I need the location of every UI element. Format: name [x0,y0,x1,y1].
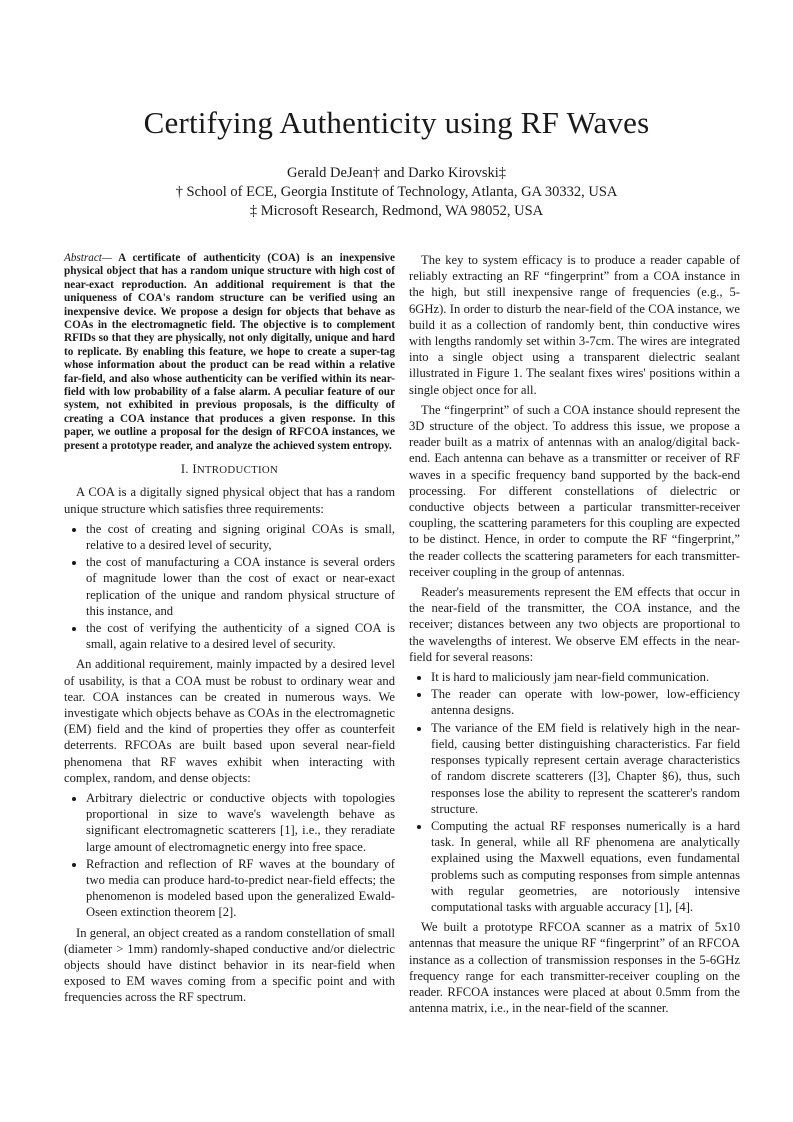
abstract-lead: Abstract— [64,252,112,264]
intro-paragraph-1: A COA is a digitally signed physical object that has a random unique structure which satisfies three requirements: [64,485,395,516]
list-item: • the cost of creating and signing original COAs is small, relative to a desired level of security, [86,521,395,553]
list-item: • the cost of verifying the authenticity of a signed COA is small, again relative to a desired level of security. [86,620,395,652]
section-cap: I [192,462,197,477]
right-paragraph-4: We built a prototype RFCOA scanner as a matrix of 5x10 antennas that measure the unique RF “fingerprint” of an RFCOA instance as a collection of transmission responses in the 5-6GHz frequency range for each transmitter-receiver coupling on the reader. RFCOA instances were placed at about 0.5mm from the antenna matrix, i.e., in the near-field of the scanner. [409,920,740,1016]
section-number: I. [180,462,193,477]
intro-paragraph-3: In general, an object created as a random constellation of small (diameter > 1mm) randomly-shaped conductive and/or dielectric objects should have distinct behavior in its near-field when exposed to EM waves coming from a specific point and with frequencies across the RF spectrum. [64,925,395,1005]
list-item: • The reader can operate with low-power, low-efficiency antenna designs. [431,686,740,718]
affiliation-georgia-tech: † School of ECE, Georgia Institute of Technology, Atlanta, GA 30332, USA [175,184,618,200]
list-item: • Refraction and reflection of RF waves at the boundary of two media can produce hard-to-predict near-field effects; the phenomenon is modeled based upon the generalized Ewald-Oseen extinction theorem [2]. [86,856,395,921]
affiliation-microsoft: ‡ Microsoft Research, Redmond, WA 98052, USA [249,203,544,219]
right-paragraph-1: The key to system efficacy is to produce a reader capable of reliably extracting an RF “fingerprint” from a COA instance in the high, but still inexpensive range of frequencies (e.g., 5-6GHz). In order to disturb the near-field of the COA instance, we build it as a collection of randomly bent, thin conductive wires with lengths randomly set within 3-7cm. The wires are integrated into a single object using a transparent dielectric sealant illustrated in Figure 1. The sealant fixes wires' positions within a single object once for all. [409,253,740,397]
author-block [0,164,793,221]
right-paragraph-2: The “fingerprint” of such a COA instance should represent the 3D structure of the object. To address this issue, we propose a reader built as a matrix of antennas with an analog/digital back-end. Each antenna can behave as a transmitter or receiver of RF waves in a specific frequency band supported by the back-end processing. For different constellations of dielectric or conductive objects between a particular transmitter-receiver coupling, the scattering parameters for this coupling are expected to be distinct. Hence, in order to compute the RF “fingerprint,” the reader collects the scattering parameters for each transmitter-receiver coupling in the group of antennas. [409,402,740,579]
author-names: Gerald DeJean† and Darko Kirovski‡ [286,165,507,181]
list-item: • The variance of the EM field is relatively high in the near-field, causing better distinguishing characteristics. Far field responses typically represent certain average characteristics of random discrete scatterers ([3], Chapter §6), thus, such responses lose the ability to represent the scatterer's random structure. [431,720,740,817]
phenomena-list [64,790,395,921]
abstract [64,252,395,453]
right-paragraph-3: Reader's measurements represent the EM effects that occur in the near-field of the transmitter, the COA instance, and the receiver; distances between any two objects are proportional to the wavelengths of interest. We observe EM effects in the near-field for several reasons: [409,585,740,664]
abstract-text: A certificate of authenticity (COA) is an inexpensive physical object that has a random unique structure with high cost of near-exact reproduction. An additional requirement is that the uniqueness of COA's random structure can be verified using an inexpensive device. We propose a design for objects that behave as COAs in the electromagnetic field. The objective is to complement RFIDs so that they are physically, not only digitally, unique and hard to replicate. By enabling this feature, we hope to create a super-tag whose information about the product can be read within a relative far-field, and also whose authenticity can be verified within its near-field with low probability of a false alarm. A peculiar feature of our system, not exhibited in previous proposals, is the difficulty of creating a COA instance that produces a given response. In this paper, we outline a proposal for the design of RFCOA instances, we present a prototype reader, and analyze the achieved system entropy. [64,252,395,452]
list-item: • It is hard to maliciously jam near-field communication. [431,669,740,685]
near-field-reasons-list [409,669,740,915]
list-item: • Arbitrary dielectric or conductive objects with topologies proportional in size to wave's wavelength behave as significant electromagnetic scatterers [1], i.e., they reradiate large amount of electromagnetic energy into free space. [86,790,395,855]
requirements-list [64,521,395,653]
paper-title: Certifying Authenticity using RF Waves [143,105,650,140]
list-item: • the cost of manufacturing a COA instance is several orders of magnitude lower than the cost of exact or near-exact replication of the unique and random physical structure of this instance, and [86,554,395,619]
left-column [64,252,395,1010]
intro-paragraph-2: An additional requirement, mainly impacted by a desired level of usability, is that a COA must be robust to ordinary wear and tear. COA instances can be created in numerous ways. We investigate which objects behave as COAs in the electromagnetic (EM) field and the kind of properties they offer as counterfeit deterrents. RFCOAs are built based upon several near-field phenomena that RF waves exhibit when interacting with complex, random, and dense objects: [64,657,395,785]
section-heading-introduction [64,461,395,478]
right-column [409,252,740,1020]
list-item: • Computing the actual RF responses numerically is a hard task. In general, while all RF phenomena are analytically explained using the Maxwell equations, even fundamental problems such as computing responses from simple antennas with regular geometries, are notoriously intensive computational tasks with arguable accuracy [1], [4]. [431,818,740,915]
section-rest: NTRODUCTION [196,464,279,477]
